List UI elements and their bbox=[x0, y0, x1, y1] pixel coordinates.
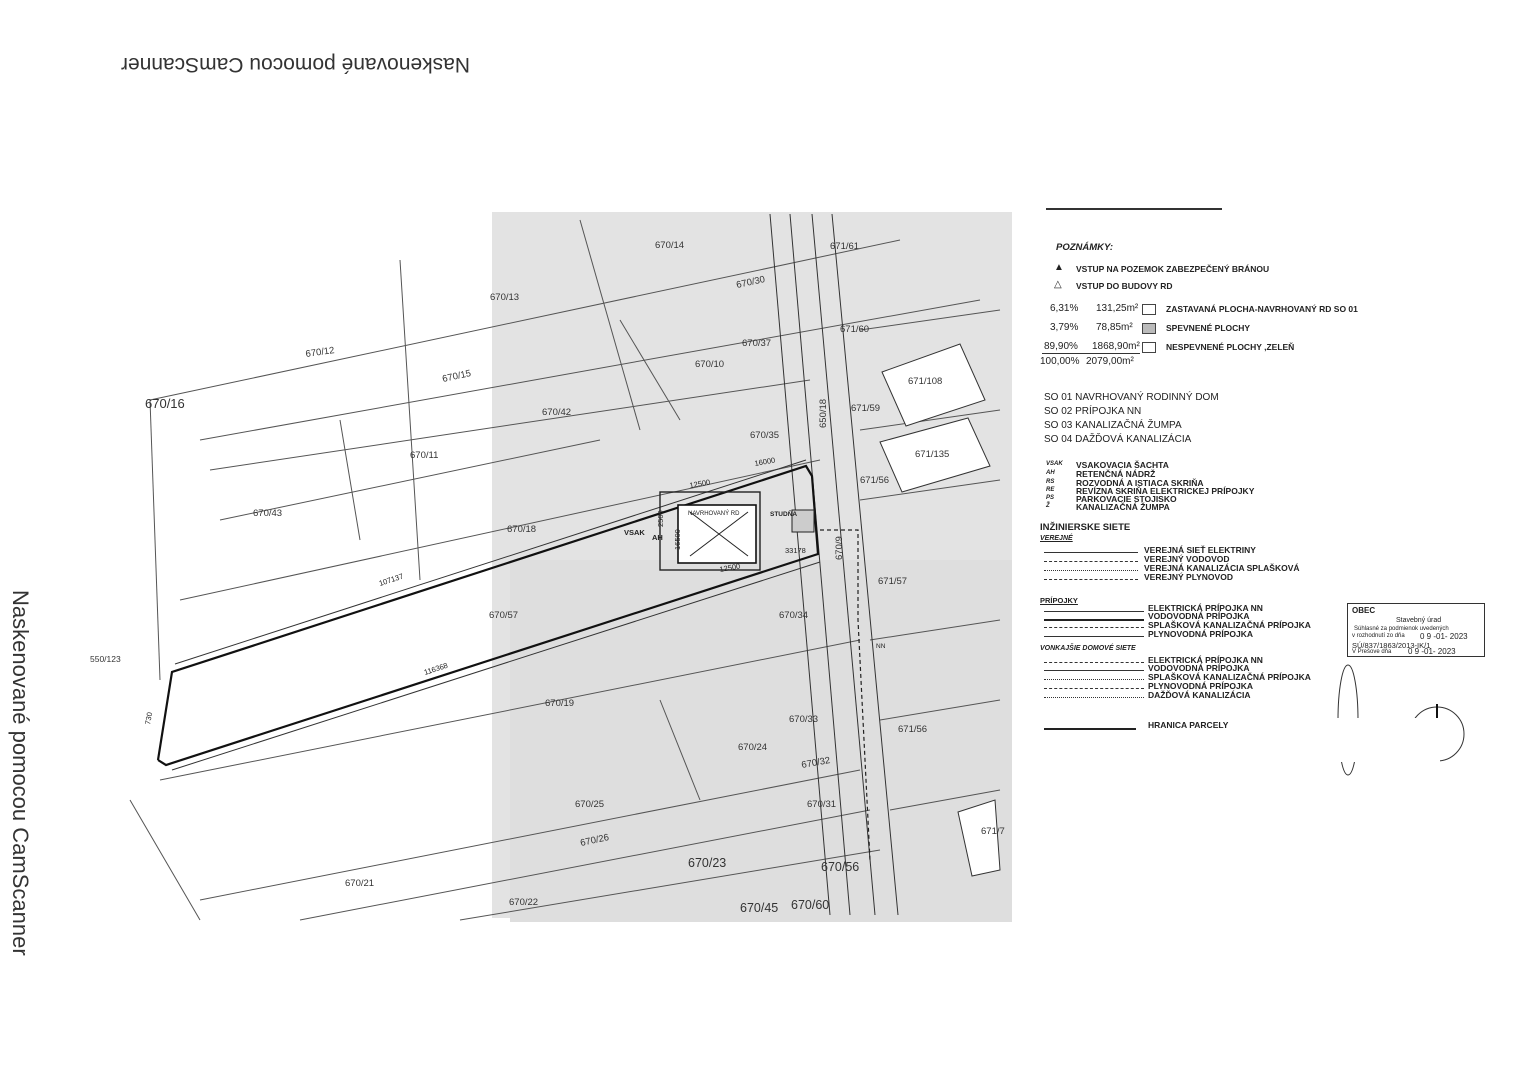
neighbour-houses bbox=[880, 344, 1000, 876]
abbr-label: KANALIZAČNÁ ŽUMPA bbox=[1076, 502, 1170, 512]
parcel-label: 671/59 bbox=[851, 403, 881, 414]
parcel-label: 550/123 bbox=[90, 654, 121, 664]
parcel-label: 670/56 bbox=[821, 860, 860, 874]
area-label: ZASTAVANÁ PLOCHA-NAVRHOVANÝ RD SO 01 bbox=[1166, 304, 1358, 314]
public-item: VEREJNÝ PLYNOVOD bbox=[1144, 572, 1233, 582]
filled-triangle-icon: ▲ bbox=[1054, 262, 1064, 273]
dimension-label: 116368 bbox=[422, 660, 449, 677]
parcel-label: 670/26 bbox=[579, 832, 611, 849]
dimension-label: 12500 bbox=[718, 561, 741, 574]
legend-panel bbox=[1040, 208, 1510, 778]
public-item: VEREJNÁ SIEŤ ELEKTRINY bbox=[1144, 545, 1256, 555]
external-line bbox=[1044, 697, 1144, 698]
external-item: ELEKTRICKÁ PRÍPOJKA NN bbox=[1148, 655, 1263, 665]
parcel-label: 670/19 bbox=[545, 698, 575, 709]
parcel-label: 670/42 bbox=[542, 407, 572, 418]
parcel-label: 670/18 bbox=[507, 524, 537, 535]
area-pct: 6,31% bbox=[1050, 303, 1079, 314]
abbr-code: RE bbox=[1046, 487, 1055, 493]
public-line bbox=[1044, 579, 1138, 580]
external-line bbox=[1044, 688, 1144, 689]
dimension-label: 12500 bbox=[688, 477, 711, 490]
stamp-place: V Prešove dňa bbox=[1352, 649, 1392, 655]
parcel-label: 670/14 bbox=[655, 240, 685, 251]
area-value: 1868,90m² bbox=[1092, 341, 1140, 352]
external-line bbox=[1044, 670, 1144, 671]
abbr-code: RS bbox=[1046, 479, 1055, 485]
parcel-label: 671/61 bbox=[830, 241, 860, 252]
site-label-nn: NN bbox=[876, 643, 886, 650]
parcel-label: 670/30 bbox=[735, 274, 767, 291]
public-line bbox=[1044, 570, 1138, 571]
parcel-label: 670/25 bbox=[575, 799, 605, 810]
parcel-label: 670/13 bbox=[490, 292, 520, 303]
parcel-lines bbox=[130, 220, 1000, 920]
total-pct: 100,00% bbox=[1040, 356, 1080, 367]
area-value: 78,85m² bbox=[1096, 322, 1133, 333]
abbr-code: AH bbox=[1046, 470, 1055, 476]
area-swatch-white bbox=[1142, 304, 1156, 315]
entry-gate-note: VSTUP NA POZEMOK ZABEZPEČENÝ BRÁNOU bbox=[1076, 264, 1270, 274]
so-item: SO 01 NAVRHOVANÝ RODINNÝ DOM bbox=[1044, 392, 1219, 403]
abbr-label: VSAKOVACIA ŠACHTA bbox=[1076, 460, 1169, 470]
parcel-label: 670/33 bbox=[789, 714, 819, 725]
external-line bbox=[1044, 662, 1144, 663]
parcel-label: 670/9 bbox=[834, 536, 845, 560]
public-title: VEREJNÉ bbox=[1040, 535, 1073, 542]
connections-title: PRÍPOJKY bbox=[1040, 596, 1078, 605]
parcel-label: 650/18 bbox=[818, 398, 829, 428]
stamp-title: OBEC bbox=[1352, 606, 1376, 615]
parcel-label: 670/12 bbox=[304, 345, 336, 360]
parcel-labels bbox=[90, 240, 1005, 915]
so-item: SO 02 PRÍPOJKA NN bbox=[1044, 406, 1142, 417]
networks-title: INŽINIERSKE SIETE bbox=[1040, 522, 1131, 533]
external-title: VONKAJŠIE DOMOVÉ SIETE bbox=[1040, 645, 1136, 652]
external-item: SPLAŠKOVÁ KANALIZAČNÁ PRÍPOJKA bbox=[1148, 672, 1311, 682]
parcel-label: 670/45 bbox=[740, 901, 779, 915]
parcel-label: 670/11 bbox=[410, 450, 439, 461]
abbr-label: PARKOVACIE STOJISKO bbox=[1076, 494, 1177, 504]
notes-title: POZNÁMKY: bbox=[1056, 242, 1113, 253]
parcel-label: 670/57 bbox=[489, 610, 519, 621]
public-item: VEREJNÝ VODOVOD bbox=[1144, 554, 1230, 564]
redacted-area bbox=[1322, 718, 1440, 762]
dimension-line-south bbox=[172, 562, 820, 770]
connection-item: ELEKTRICKÁ PRÍPOJKA NN bbox=[1148, 603, 1263, 613]
abbr-code: Ž bbox=[1046, 503, 1050, 509]
parcel-label: 671/135 bbox=[915, 449, 950, 460]
external-item: VODOVODNÁ PRÍPOJKA bbox=[1148, 663, 1250, 673]
connection-line bbox=[1044, 611, 1144, 612]
parcel-label: 670/16 bbox=[145, 396, 185, 411]
stamp-date: 0 9 -01- 2023 bbox=[1420, 632, 1468, 641]
so-item: SO 03 KANALIZAČNÁ ŽUMPA bbox=[1044, 420, 1182, 431]
entry-building-note: VSTUP DO BUDOVY RD bbox=[1076, 281, 1173, 291]
parcel-label: 671/56 bbox=[898, 724, 928, 735]
watermark-side: Naskenované pomocou CamScanner bbox=[8, 590, 33, 956]
stamp-approval-text: Súhlasné za podmienok uvedených bbox=[1354, 626, 1449, 632]
parcel-label: 670/23 bbox=[688, 856, 727, 870]
connection-line bbox=[1044, 619, 1144, 621]
total-rule bbox=[1042, 353, 1140, 354]
dimension-label: 16500 bbox=[673, 529, 682, 550]
boundary-label: HRANICA PARCELY bbox=[1148, 720, 1229, 730]
area-label: NESPEVNENÉ PLOCHY ,ZELEŇ bbox=[1166, 342, 1295, 352]
area-pct: 3,79% bbox=[1050, 322, 1079, 333]
outline-triangle-icon: △ bbox=[1054, 279, 1062, 290]
connection-item: PLYNOVODNÁ PRÍPOJKA bbox=[1148, 629, 1254, 639]
parcel-label: 670/10 bbox=[695, 359, 725, 370]
site-label-well: STUDŇA bbox=[770, 511, 798, 518]
parcel-label: 670/34 bbox=[779, 610, 809, 621]
connection-item: SPLAŠKOVÁ KANALIZAČNÁ PRÍPOJKA bbox=[1148, 620, 1311, 630]
external-item: DAŽĎOVÁ KANALIZÁCIA bbox=[1148, 690, 1251, 700]
public-item: VEREJNÁ KANALIZÁCIA SPLAŠKOVÁ bbox=[1144, 563, 1300, 573]
parcel-label: 670/15 bbox=[441, 368, 473, 385]
parcel-label: 671/108 bbox=[908, 376, 943, 387]
abbr-label: RETENČNÁ NÁDRŽ bbox=[1076, 469, 1156, 479]
stamp-decision-text: v rozhodnutí zo dňa bbox=[1352, 633, 1405, 639]
connection-line bbox=[1044, 627, 1144, 628]
parcel-label: 670/37 bbox=[742, 338, 772, 349]
parcel-label: 670/22 bbox=[509, 897, 539, 908]
parcel-label: 670/32 bbox=[800, 755, 832, 771]
dimension-label: 16000 bbox=[753, 455, 776, 468]
parcel-label: 671/60 bbox=[840, 324, 870, 335]
area-label: SPEVNENÉ PLOCHY bbox=[1166, 323, 1251, 333]
boundary-line bbox=[1044, 728, 1136, 730]
area-swatch-grey bbox=[1142, 323, 1156, 334]
parcel-label: 670/31 bbox=[807, 799, 837, 810]
approval-stamp bbox=[1347, 603, 1485, 657]
site-label-vsak: VSAK bbox=[624, 528, 645, 537]
external-item: PLYNOVODNÁ PRÍPOJKA bbox=[1148, 681, 1254, 691]
connection-item: VODOVODNÁ PRÍPOJKA bbox=[1148, 611, 1250, 621]
stamp-office: Stavebný úrad bbox=[1396, 617, 1442, 624]
dimension-label: 107137 bbox=[377, 571, 405, 588]
dimension-label: 730 bbox=[143, 711, 155, 726]
dimension-label: 33178 bbox=[785, 546, 806, 555]
dimension-labels bbox=[143, 455, 886, 725]
total-area: 2079,00m² bbox=[1086, 356, 1134, 367]
parcel-label: 671/57 bbox=[878, 576, 908, 587]
parcel-label: 670/60 bbox=[791, 898, 830, 912]
site-label-house: NAVRHOVANÝ RD bbox=[688, 511, 740, 517]
public-line bbox=[1044, 561, 1138, 562]
parcel-label: 670/35 bbox=[750, 430, 780, 441]
site-label-ah: AH bbox=[652, 533, 663, 542]
area-value: 131,25m² bbox=[1096, 303, 1139, 314]
stamp-date: 0 9 -01- 2023 bbox=[1408, 647, 1456, 656]
dimension-label: 2500 bbox=[656, 510, 665, 527]
so-item: SO 04 DAŽĎOVÁ KANALIZÁCIA bbox=[1044, 434, 1192, 445]
abbr-label: ROZVODNÁ A ISTIACA SKRIŇA bbox=[1076, 478, 1204, 488]
legend-top-rule bbox=[1046, 208, 1222, 210]
external-line bbox=[1044, 679, 1144, 680]
area-swatch-outline bbox=[1142, 342, 1156, 353]
parcel-label: 670/24 bbox=[738, 742, 768, 753]
connection-line bbox=[1044, 636, 1144, 637]
stamp-reference: SÚ/837/1863/2013-IK/1 bbox=[1352, 641, 1431, 650]
parcel-label: 670/21 bbox=[345, 878, 375, 889]
watermark-top: Naskenované pomocou CamScanner bbox=[120, 53, 470, 76]
parcel-label: 671/7 bbox=[981, 826, 1005, 837]
parcel-label: 671/56 bbox=[860, 475, 890, 486]
parcel-label: 670/43 bbox=[253, 508, 283, 519]
area-pct: 89,90% bbox=[1044, 341, 1078, 352]
public-line bbox=[1044, 552, 1138, 553]
abbr-code: PS bbox=[1046, 495, 1055, 501]
abbr-label: REVÍZNA SKRIŇA ELEKTRICKEJ PRÍPOJKY bbox=[1076, 486, 1255, 496]
abbr-code: VSAK bbox=[1046, 461, 1063, 467]
